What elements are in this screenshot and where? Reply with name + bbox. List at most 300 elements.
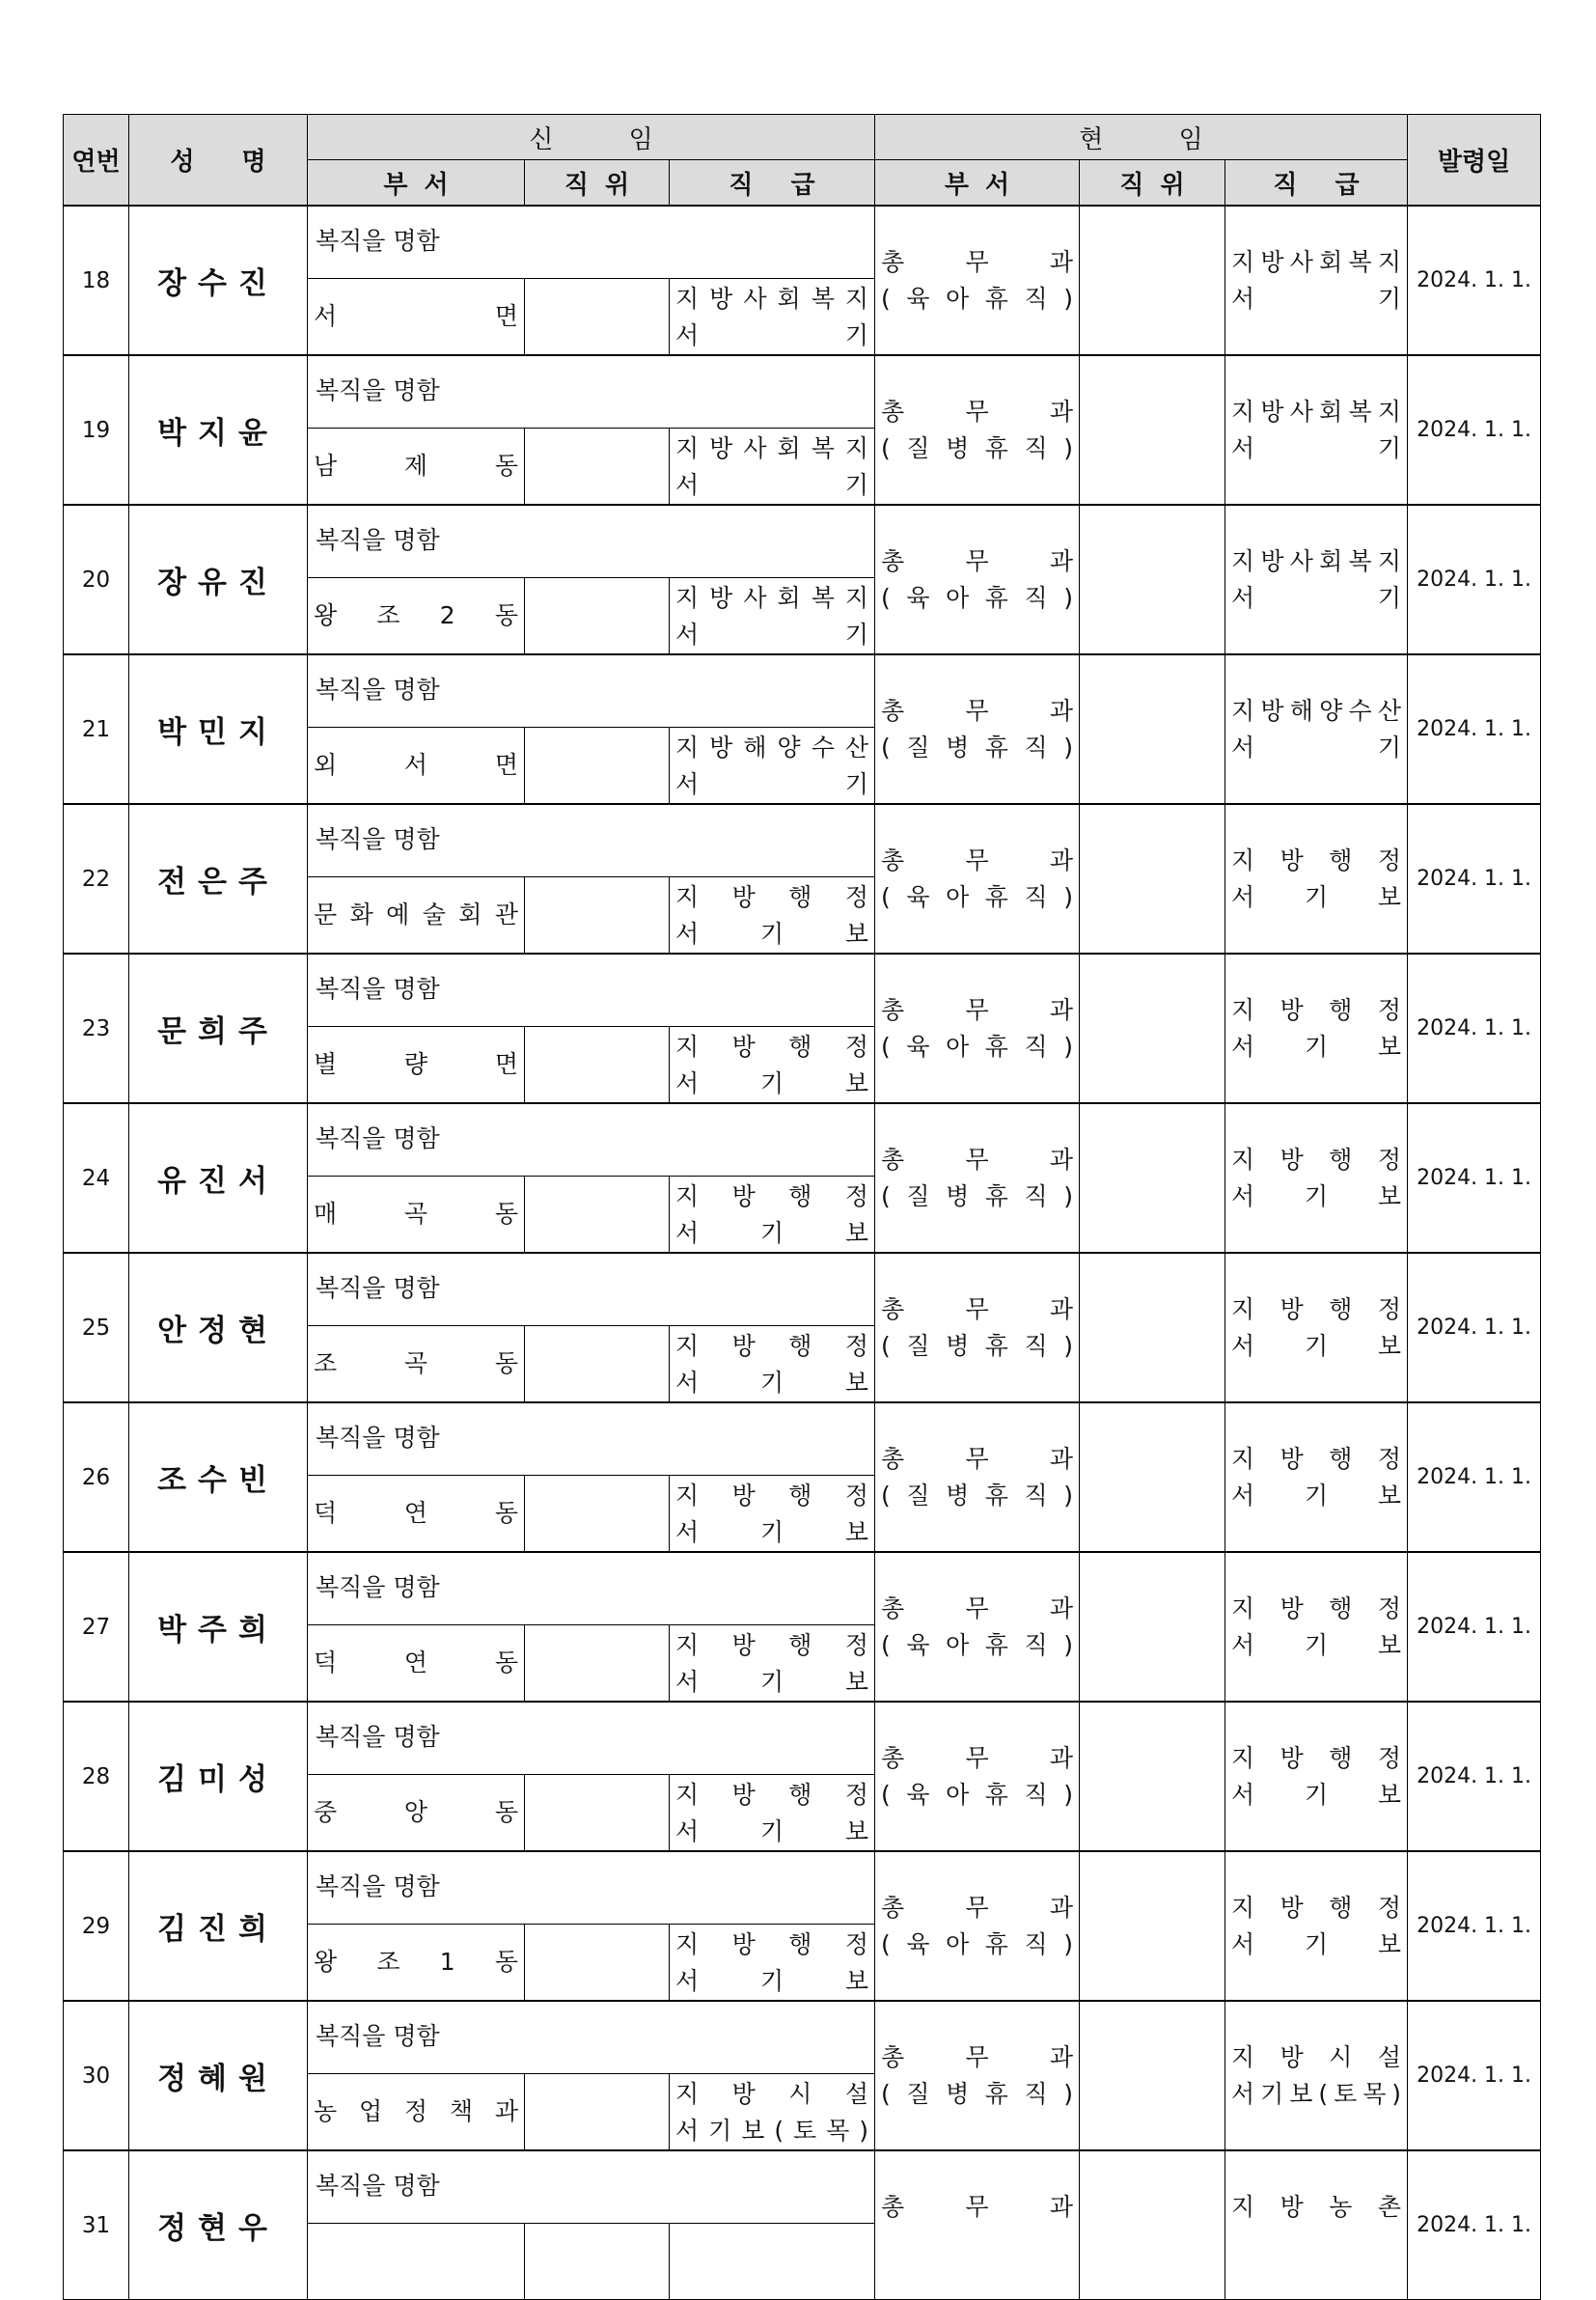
char: 서 (1231, 583, 1255, 612)
char: 무 (965, 397, 989, 426)
new-dept-line (308, 1495, 524, 1532)
char: ) (1063, 1481, 1073, 1510)
current-position (1080, 954, 1225, 1103)
action-text: 복직을 명함 (308, 1552, 875, 1625)
current-dept-line (875, 281, 1079, 318)
new-dept (308, 1027, 525, 1104)
new-position (525, 1027, 670, 1104)
current-dept-line (875, 2226, 1079, 2262)
char: 행 (788, 1930, 812, 1958)
char: 총 (881, 397, 905, 426)
new-rank (670, 578, 875, 655)
current-rank (1225, 1851, 1408, 2001)
char: 총 (881, 247, 905, 276)
char: 동 (494, 1200, 518, 1228)
char: 수 (1348, 696, 1372, 725)
current-dept (875, 206, 1080, 355)
char: 지 (1231, 2042, 1255, 2071)
new-rank (670, 1177, 875, 1254)
char: 앙 (403, 1798, 428, 1826)
char: 아 (946, 1032, 970, 1061)
char: 보 (1377, 1630, 1402, 1659)
current-rank-line (1225, 1890, 1407, 1926)
action-text: 복직을 명함 (308, 954, 875, 1027)
char: 왕 (314, 601, 338, 629)
action-text: 복직을 명함 (308, 505, 875, 578)
current-dept-line (875, 2076, 1079, 2113)
new-dept (308, 279, 525, 356)
char: 휴 (984, 1181, 1008, 1210)
char: 아 (946, 882, 970, 911)
current-position (1080, 2001, 1225, 2150)
char: 지 (1231, 995, 1255, 1024)
char: 보 (844, 1967, 869, 1995)
char: 정 (403, 2097, 428, 2125)
current-position (1080, 2150, 1225, 2300)
new-rank-line (670, 879, 874, 916)
new-rank-line (670, 617, 874, 653)
char: 덕 (314, 1499, 338, 1527)
char: 지 (844, 434, 869, 462)
current-rank-line (1225, 394, 1407, 430)
char: 방 (709, 584, 733, 612)
char: ) (1391, 2079, 1402, 2108)
char: 아 (946, 1780, 970, 1809)
char: 서 (1231, 284, 1255, 313)
person-name: 안정현 (129, 1253, 308, 1402)
current-rank (1225, 1103, 1408, 1253)
char: 서 (675, 1069, 700, 1097)
char: 정 (844, 1482, 869, 1510)
current-rank-line (1225, 843, 1407, 879)
char: 서 (1231, 1780, 1255, 1809)
char: 기 (759, 920, 784, 948)
char: 서 (675, 1518, 700, 1546)
char: 방 (731, 2080, 756, 2108)
char: 과 (1049, 1593, 1074, 1622)
char: 서 (675, 1967, 700, 1995)
char: 지 (675, 1332, 700, 1360)
char: 보 (844, 1069, 869, 1097)
char: 보 (1377, 1481, 1402, 1510)
char: 동 (494, 1349, 518, 1377)
current-position (1080, 1103, 1225, 1253)
new-rank-line (670, 766, 874, 803)
char: 아 (946, 583, 970, 612)
char: 방 (731, 1631, 756, 1659)
current-dept (875, 1702, 1080, 1851)
table-row (64, 2150, 1541, 2224)
current-rank-line (1225, 1029, 1407, 1066)
char: 서 (675, 1369, 700, 1397)
current-dept (875, 654, 1080, 804)
char: 기 (759, 1518, 784, 1546)
current-rank (1225, 2150, 1408, 2300)
char: 지 (1231, 1145, 1255, 1174)
char: ) (1063, 1929, 1073, 1958)
current-rank-line (1225, 1740, 1407, 1777)
char: 총 (881, 1294, 905, 1323)
current-rank-line (1225, 693, 1407, 730)
current-dept (875, 1253, 1080, 1402)
char: 질 (906, 2079, 930, 2108)
char: 농 (1329, 2192, 1353, 2221)
char: 사 (743, 584, 767, 612)
char: ( (881, 733, 891, 762)
current-rank (1225, 1552, 1408, 1702)
current-rank-line (1225, 1291, 1407, 1328)
current-rank-line (1225, 1627, 1407, 1664)
char: 보 (844, 1668, 869, 1696)
char: 정 (1377, 1444, 1402, 1473)
char: 행 (788, 1631, 812, 1659)
current-rank-line (1225, 281, 1407, 318)
char: 량 (403, 1050, 428, 1078)
char: 지 (675, 1631, 700, 1659)
char: 서 (1231, 1481, 1255, 1510)
char: 총 (881, 696, 905, 725)
person-name: 정현우 (129, 2150, 308, 2300)
table-row (64, 1103, 1541, 1177)
new-rank-line (670, 1066, 874, 1102)
char: 기 (1377, 583, 1402, 612)
new-rank (670, 1476, 875, 1553)
current-dept-line (875, 543, 1079, 580)
new-dept-line (308, 2093, 524, 2130)
char: 설 (844, 2080, 869, 2108)
char: 병 (946, 433, 970, 462)
char: ) (1063, 1780, 1073, 1809)
char: 직 (1024, 1780, 1048, 1809)
char: 지 (675, 285, 700, 313)
char: ) (1063, 1032, 1073, 1061)
char: 과 (1049, 247, 1074, 276)
row-number: 25 (64, 1253, 129, 1402)
current-rank-line (1225, 430, 1407, 467)
row-number: 29 (64, 1851, 129, 2001)
table-row (64, 1552, 1541, 1625)
char: 설 (1377, 2042, 1402, 2071)
current-rank-line (1225, 1777, 1407, 1814)
new-rank (670, 429, 875, 506)
char: 총 (881, 845, 905, 874)
char: 서 (1231, 882, 1255, 911)
char: 행 (788, 883, 812, 911)
char: 연 (403, 1499, 428, 1527)
char: 기 (844, 321, 869, 349)
char: 행 (1329, 1743, 1353, 1772)
char: 왕 (314, 1948, 338, 1976)
char: 직 (1024, 1929, 1048, 1958)
char: 질 (906, 1331, 930, 1360)
char: 보 (1377, 1181, 1402, 1210)
char: 지 (675, 883, 700, 911)
char: 행 (1329, 995, 1353, 1024)
char: ( (881, 882, 891, 911)
char: 술 (422, 901, 446, 928)
new-position (525, 728, 670, 805)
char: ) (1063, 1630, 1073, 1659)
action-text: 복직을 명함 (308, 206, 875, 279)
new-dept-line (308, 897, 524, 933)
order-date: 2024. 1. 1. (1408, 1702, 1541, 1851)
current-dept (875, 1402, 1080, 1552)
current-rank (1225, 355, 1408, 505)
char: 방 (1260, 397, 1284, 426)
new-position (525, 1775, 670, 1852)
new-rank (670, 2224, 875, 2300)
char: 지 (675, 434, 700, 462)
char: 방 (731, 1781, 756, 1809)
char: 양 (777, 734, 801, 762)
char: 토 (793, 2117, 817, 2145)
person-name: 박민지 (129, 654, 308, 804)
char: 무 (965, 1444, 989, 1473)
new-position (525, 279, 670, 356)
char: 방 (709, 734, 733, 762)
char: 서 (675, 1668, 700, 1696)
char: 정 (844, 1182, 869, 1210)
current-rank (1225, 954, 1408, 1103)
char: 정 (1377, 1593, 1402, 1622)
char: ( (881, 284, 891, 313)
person-name: 김미성 (129, 1702, 308, 1851)
char: 시 (788, 2080, 812, 2108)
current-rank-line (1225, 1142, 1407, 1178)
char: 방 (731, 1332, 756, 1360)
new-rank-line (670, 730, 874, 766)
new-rank (670, 728, 875, 805)
char: 산 (1377, 696, 1402, 725)
header-name: 성 명 (129, 115, 308, 207)
current-dept-line (875, 1591, 1079, 1627)
char: 휴 (984, 1331, 1008, 1360)
order-date: 2024. 1. 1. (1408, 2001, 1541, 2150)
char: 기 (759, 1817, 784, 1845)
char: 과 (1049, 2042, 1074, 2071)
char: 과 (1049, 845, 1074, 874)
personnel-order-table (63, 114, 1541, 2300)
char: 복 (1348, 247, 1372, 276)
char: 농 (314, 2097, 338, 2125)
new-position (525, 2074, 670, 2151)
new-rank-line (670, 467, 874, 504)
char: 무 (965, 247, 989, 276)
header-cur-position: 직 위 (1080, 160, 1225, 207)
new-dept-line (308, 1196, 524, 1233)
current-position (1080, 206, 1225, 355)
char: 기 (1304, 882, 1329, 911)
table-row (64, 206, 1541, 279)
current-rank-line (1225, 2189, 1407, 2226)
row-number: 18 (64, 206, 129, 355)
new-rank-line (670, 1478, 874, 1514)
char: 지 (1377, 546, 1402, 575)
char: 별 (314, 1050, 338, 1078)
new-rank-line (670, 1514, 874, 1551)
char: 지 (675, 1930, 700, 1958)
char: 사 (1289, 247, 1313, 276)
table-row (64, 1851, 1541, 1925)
new-position (525, 1177, 670, 1254)
char: 방 (1260, 247, 1284, 276)
char: ) (1063, 284, 1073, 313)
new-dept (308, 1925, 525, 2002)
current-rank (1225, 1253, 1408, 1402)
char: ) (859, 2117, 869, 2145)
char: 직 (1024, 583, 1048, 612)
order-date: 2024. 1. 1. (1408, 505, 1541, 654)
char: 복 (1348, 397, 1372, 426)
current-position (1080, 1851, 1225, 2001)
char: 방 (1280, 1593, 1304, 1622)
char: 방 (731, 1182, 756, 1210)
current-dept-line (875, 1740, 1079, 1777)
char: 기 (1304, 1181, 1329, 1210)
char: 지 (1377, 397, 1402, 426)
current-dept-line (875, 2189, 1079, 2226)
char: 과 (1049, 1893, 1074, 1922)
char: 지 (675, 734, 700, 762)
order-date: 2024. 1. 1. (1408, 1402, 1541, 1552)
new-dept-line (308, 1645, 524, 1681)
new-rank-line (670, 2262, 874, 2299)
order-date: 2024. 1. 1. (1408, 1253, 1541, 1402)
char: 총 (881, 1444, 905, 1473)
order-date: 2024. 1. 1. (1408, 1103, 1541, 1253)
new-dept-line (308, 1794, 524, 1831)
current-rank-line (1225, 1328, 1407, 1365)
table-body (64, 206, 1541, 2300)
char: 지 (1377, 247, 1402, 276)
header-order-date: 발령일 (1408, 115, 1541, 207)
char: 기 (1377, 733, 1402, 762)
char: 행 (788, 1182, 812, 1210)
char: 직 (1024, 1181, 1048, 1210)
char: 목 (1362, 2079, 1387, 2108)
char: 행 (1329, 1893, 1353, 1922)
new-rank (670, 1775, 875, 1852)
new-rank-line (670, 1814, 874, 1850)
current-rank-line (1225, 730, 1407, 766)
char: 정 (1377, 995, 1402, 1024)
new-rank (670, 1925, 875, 2002)
char: 서 (1231, 1929, 1255, 1958)
row-number: 27 (64, 1552, 129, 1702)
new-dept-line (308, 1046, 524, 1083)
current-dept-line (875, 992, 1079, 1029)
char: 서 (675, 1817, 700, 1845)
action-text: 복직을 명함 (308, 1253, 875, 1326)
char: 기 (844, 770, 869, 798)
char: 서 (675, 770, 700, 798)
char: 면 (494, 302, 518, 330)
char: 행 (1329, 845, 1353, 874)
new-position (525, 578, 670, 655)
current-dept-line (875, 843, 1079, 879)
char: 육 (906, 583, 930, 612)
char: 과 (1049, 2192, 1074, 2221)
char: 총 (881, 1145, 905, 1174)
char: 면 (494, 751, 518, 779)
action-text: 복직을 명함 (308, 654, 875, 728)
char: 총 (881, 1893, 905, 1922)
char: 직 (1024, 284, 1048, 313)
current-position (1080, 355, 1225, 505)
char: 직 (1024, 1630, 1048, 1659)
new-dept (308, 1326, 525, 1403)
new-rank-line (670, 318, 874, 354)
char: ) (1063, 433, 1073, 462)
header-new-dept: 부 서 (308, 160, 525, 207)
char: 서 (1231, 1032, 1255, 1061)
char: 외 (314, 751, 338, 779)
char: ( (881, 1929, 891, 1958)
current-rank-line (1225, 879, 1407, 916)
personnel-table-container (63, 114, 1540, 2246)
char: 동 (494, 1798, 518, 1826)
current-dept-line (875, 1142, 1079, 1178)
person-name: 박주희 (129, 1552, 308, 1702)
current-dept (875, 804, 1080, 954)
new-rank (670, 1625, 875, 1703)
current-dept-line (875, 1926, 1079, 1963)
char: 화 (349, 901, 373, 928)
char: 조 (376, 601, 400, 629)
new-rank-line (670, 1777, 874, 1814)
current-rank (1225, 1402, 1408, 1552)
current-position (1080, 1402, 1225, 1552)
char: 방 (731, 1482, 756, 1510)
char: 매 (314, 1200, 338, 1228)
char: 육 (906, 1032, 930, 1061)
char: 정 (1377, 1893, 1402, 1922)
table-row (64, 804, 1541, 877)
char: 무 (965, 845, 989, 874)
current-rank-line (1225, 543, 1407, 580)
char: 지 (675, 1781, 700, 1809)
current-dept-line (875, 1627, 1079, 1664)
current-dept (875, 2001, 1080, 2150)
char: 관 (494, 901, 518, 928)
current-dept-line (875, 879, 1079, 916)
current-rank-line (1225, 2226, 1407, 2262)
current-dept-line (875, 1441, 1079, 1478)
new-position (525, 1476, 670, 1553)
new-dept (308, 1625, 525, 1703)
char: 서 (675, 1219, 700, 1247)
char: 행 (1329, 1444, 1353, 1473)
new-rank (670, 279, 875, 356)
new-dept (308, 2074, 525, 2151)
table-row (64, 2001, 1541, 2074)
char: 총 (881, 546, 905, 575)
current-rank-line (1225, 2076, 1407, 2113)
char: 보 (844, 1518, 869, 1546)
table-row (64, 355, 1541, 429)
char: 과 (1049, 1444, 1074, 1473)
char: 남 (314, 452, 338, 480)
char: 총 (881, 2192, 905, 2221)
char: 아 (946, 1630, 970, 1659)
char: 사 (1289, 397, 1313, 426)
new-rank-line (670, 2076, 874, 2113)
char: 무 (965, 1593, 989, 1622)
char: 휴 (984, 1481, 1008, 1510)
new-dept-line (308, 597, 524, 634)
char: 총 (881, 995, 905, 1024)
char: 보 (1377, 1032, 1402, 1061)
